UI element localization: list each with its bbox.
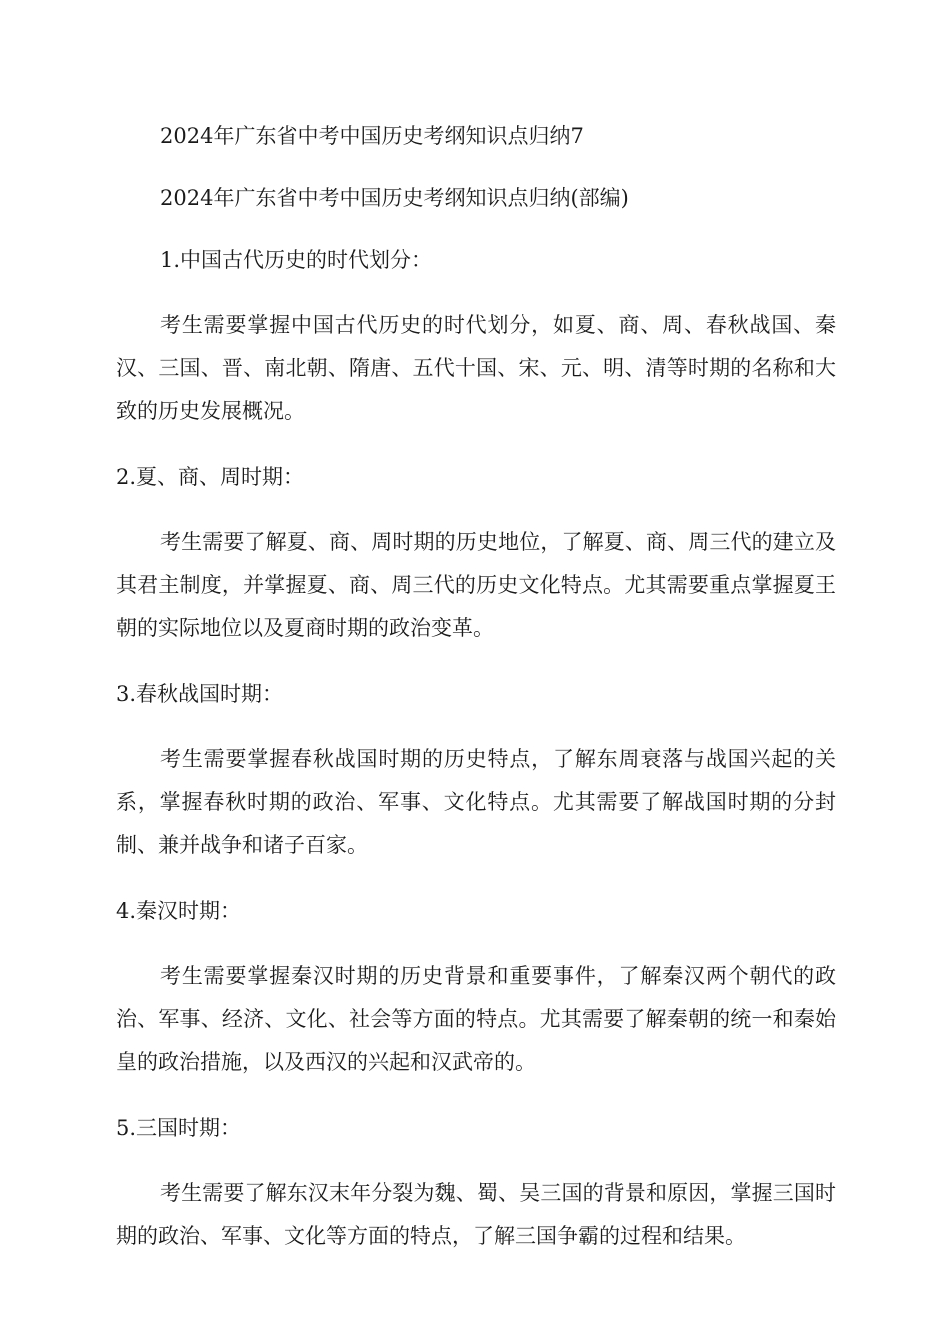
section-heading-5: 5.三国时期： xyxy=(116,1116,242,1140)
section-body-1: 考生需要掌握中国古代历史的时代划分，如夏、商、周、春秋战国、秦汉、三国、晋、南北朝、隋唐、五代十国、宋、元、明、清等时期的名称和大致的历史发展概况。 xyxy=(116,313,836,423)
section-body-3: 考生需要掌握春秋战国时期的历史特点，了解东周衰落与战国兴起的关系，掌握春秋时期的政治、军事、文化特点。尤其需要了解战国时期的分封制、兼并战争和诸子百家。 xyxy=(116,747,836,857)
section-body-5: 考生需要了解东汉末年分裂为魏、蜀、吴三国的背景和原因，掌握三国时期的政治、军事、文化等方面的特点，了解三国争霸的过程和结果。 xyxy=(116,1181,836,1248)
document-title: 2024年广东省中考中国历史考纲知识点归纳7 xyxy=(160,124,584,148)
section-heading-3: 3.春秋战国时期： xyxy=(116,682,284,706)
section-body-4: 考生需要掌握秦汉时期的历史背景和重要事件，了解秦汉两个朝代的政治、军事、经济、文化、社会等方面的特点。尤其需要了解秦朝的统一和秦始皇的政治措施，以及西汉的兴起和汉武帝的。 xyxy=(116,964,836,1074)
document-subtitle: 2024年广东省中考中国历史考纲知识点归纳(部编) xyxy=(160,186,629,210)
section-heading-1: 1.中国古代历史的时代划分： xyxy=(160,248,433,272)
section-heading-2: 2.夏、商、周时期： xyxy=(116,465,305,489)
document-body xyxy=(116,118,836,1284)
section-body-2: 考生需要了解夏、商、周时期的历史地位，了解夏、商、周三代的建立及其君主制度，并掌握夏、商、周三代的历史文化特点。尤其需要重点掌握夏王朝的实际地位以及夏商时期的政治变革。 xyxy=(116,530,836,640)
section-heading-4: 4.秦汉时期： xyxy=(116,899,242,923)
